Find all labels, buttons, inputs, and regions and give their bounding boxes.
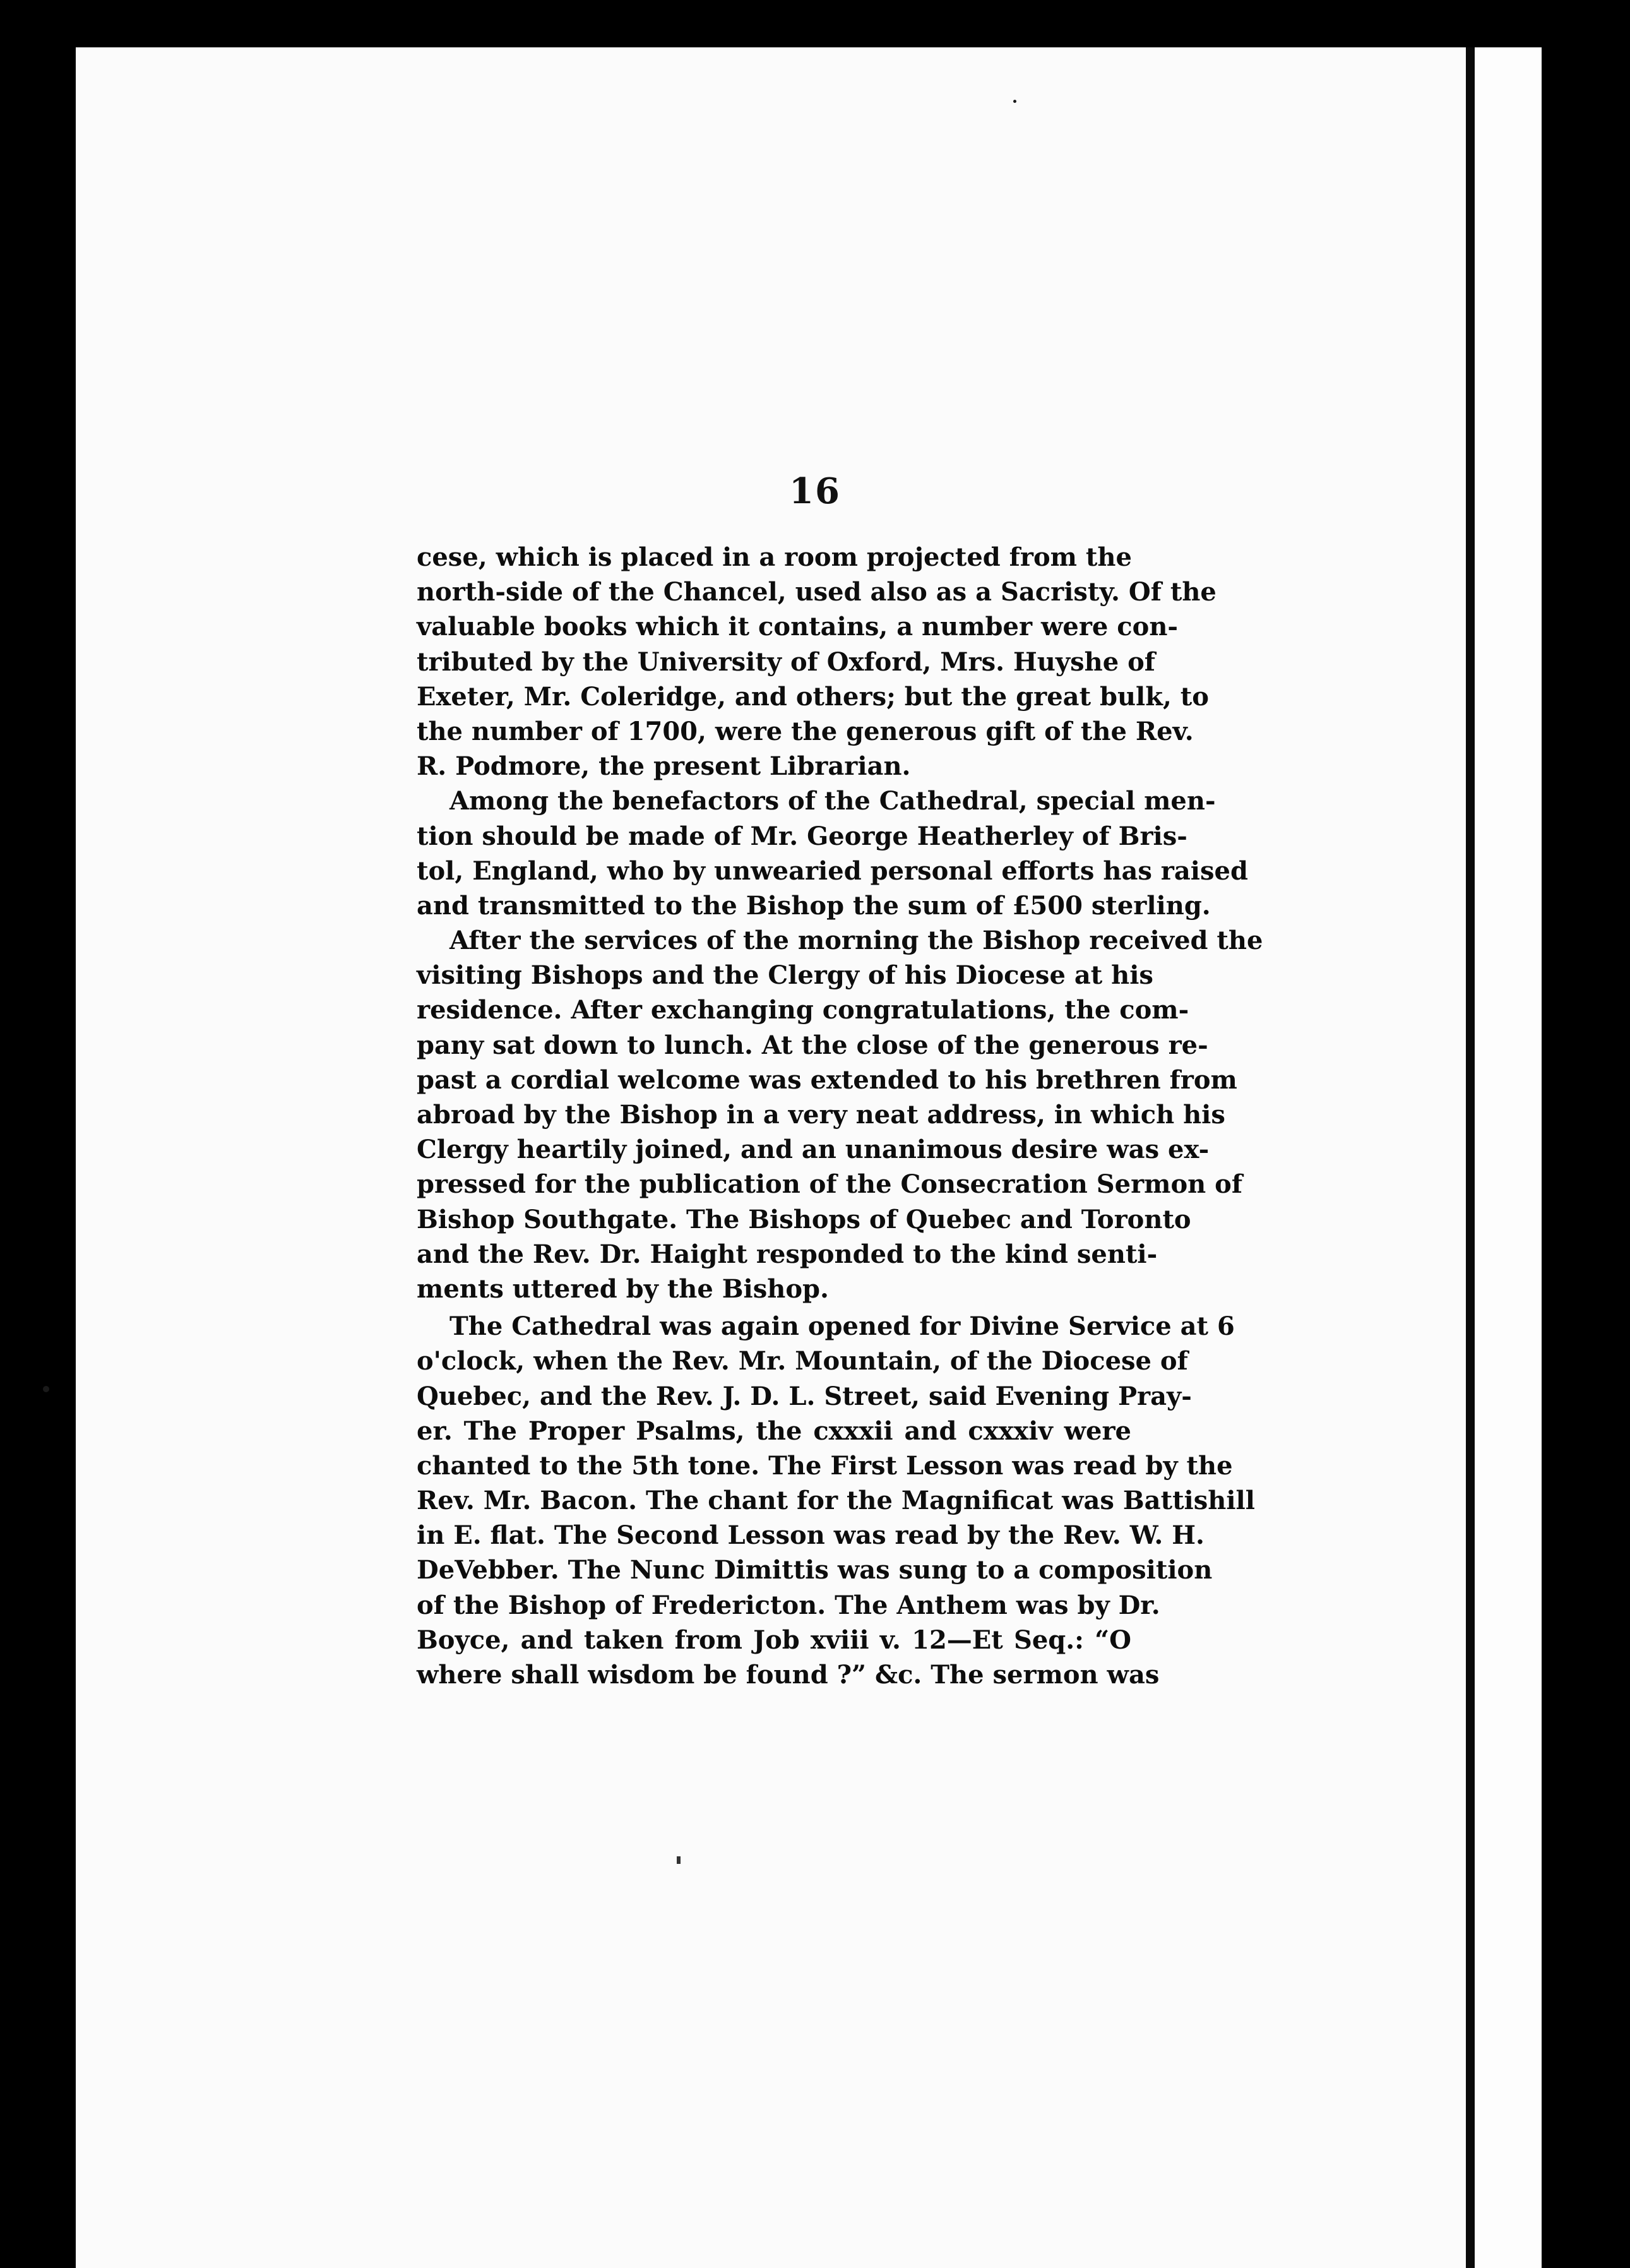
text-line: Among the benefactors of the Cathedral, special men-: [449, 786, 1216, 816]
body-text: [417, 540, 1263, 1692]
text-line: o'clock, when the Rev. Mr. Mountain, of the Diocese of: [417, 1346, 1188, 1376]
text-line: in E. flat. The Second Lesson was read by the Rev. W. H.: [417, 1520, 1205, 1551]
page-fold-edge: [1466, 47, 1475, 2268]
text-line: After the services of the morning the Bishop received the: [449, 926, 1263, 956]
margin-speck: [43, 1386, 49, 1392]
text-line: ments uttered by the Bishop.: [417, 1274, 829, 1304]
text-line: tol, England, who by unwearied personal efforts has raised: [417, 856, 1248, 886]
text-line: chanted to the 5th tone. The First Lesson was read by the: [417, 1450, 1233, 1481]
page-number: 16: [789, 470, 841, 512]
text-line: and the Rev. Dr. Haight responded to the kind senti-: [417, 1239, 1158, 1269]
text-line: The Cathedral was again opened for Divine Service at 6: [449, 1311, 1235, 1342]
text-line: tributed by the University of Oxford, Mrs. Huyshe of: [417, 647, 1155, 677]
text-line: visiting Bishops and the Clergy of his Diocese at his: [417, 960, 1153, 991]
text-line: and transmitted to the Bishop the sum of £500 sterling.: [417, 890, 1211, 921]
text-line: past a cordial welcome was extended to his brethren from: [417, 1065, 1237, 1095]
facing-page-strip: [1475, 47, 1542, 2268]
text-line: of the Bishop of Fredericton. The Anthem was by Dr.: [417, 1590, 1160, 1620]
text-line: pany sat down to lunch. At the close of the generous re-: [417, 1030, 1208, 1060]
margin-speck: [677, 1856, 681, 1864]
text-line: the number of 1700, were the generous gift of the Rev.: [417, 716, 1194, 746]
text-line: Clergy heartily joined, and an unanimous desire was ex-: [417, 1135, 1210, 1165]
text-line: tion should be made of Mr. George Heatherley of Bris-: [417, 821, 1187, 851]
text-line: residence. After exchanging congratulations, the com-: [417, 995, 1189, 1025]
text-line: Bishop Southgate. The Bishops of Quebec and Toronto: [417, 1204, 1191, 1234]
text-line: DeVebber. The Nunc Dimittis was sung to a composition: [417, 1555, 1213, 1585]
text-line: er. The Proper Psalms, the cxxxii and cxxxiv were: [417, 1416, 1131, 1446]
text-line: valuable books which it contains, a number were con-: [417, 612, 1179, 642]
text-line: pressed for the publication of the Consecration Sermon of: [417, 1169, 1243, 1200]
text-line: Quebec, and the Rev. J. D. L. Street, said Evening Pray-: [417, 1381, 1192, 1411]
text-line: abroad by the Bishop in a very neat address, in which his: [417, 1100, 1225, 1130]
text-line: where shall wisdom be found ?” &c. The sermon was: [417, 1660, 1160, 1690]
text-line: Exeter, Mr. Coleridge, and others; but the great bulk, to: [417, 681, 1209, 712]
text-line: cese, which is placed in a room projected from the: [417, 542, 1132, 572]
text-line: north-side of the Chancel, used also as a Sacristy. Of the: [417, 577, 1217, 607]
margin-speck: [1013, 100, 1016, 103]
text-line: R. Podmore, the present Librarian.: [417, 751, 911, 782]
text-line: Boyce, and taken from Job xviii v. 12—Et Seq.: “O: [417, 1625, 1131, 1655]
text-line: Rev. Mr. Bacon. The chant for the Magnificat was Battishill: [417, 1486, 1255, 1516]
